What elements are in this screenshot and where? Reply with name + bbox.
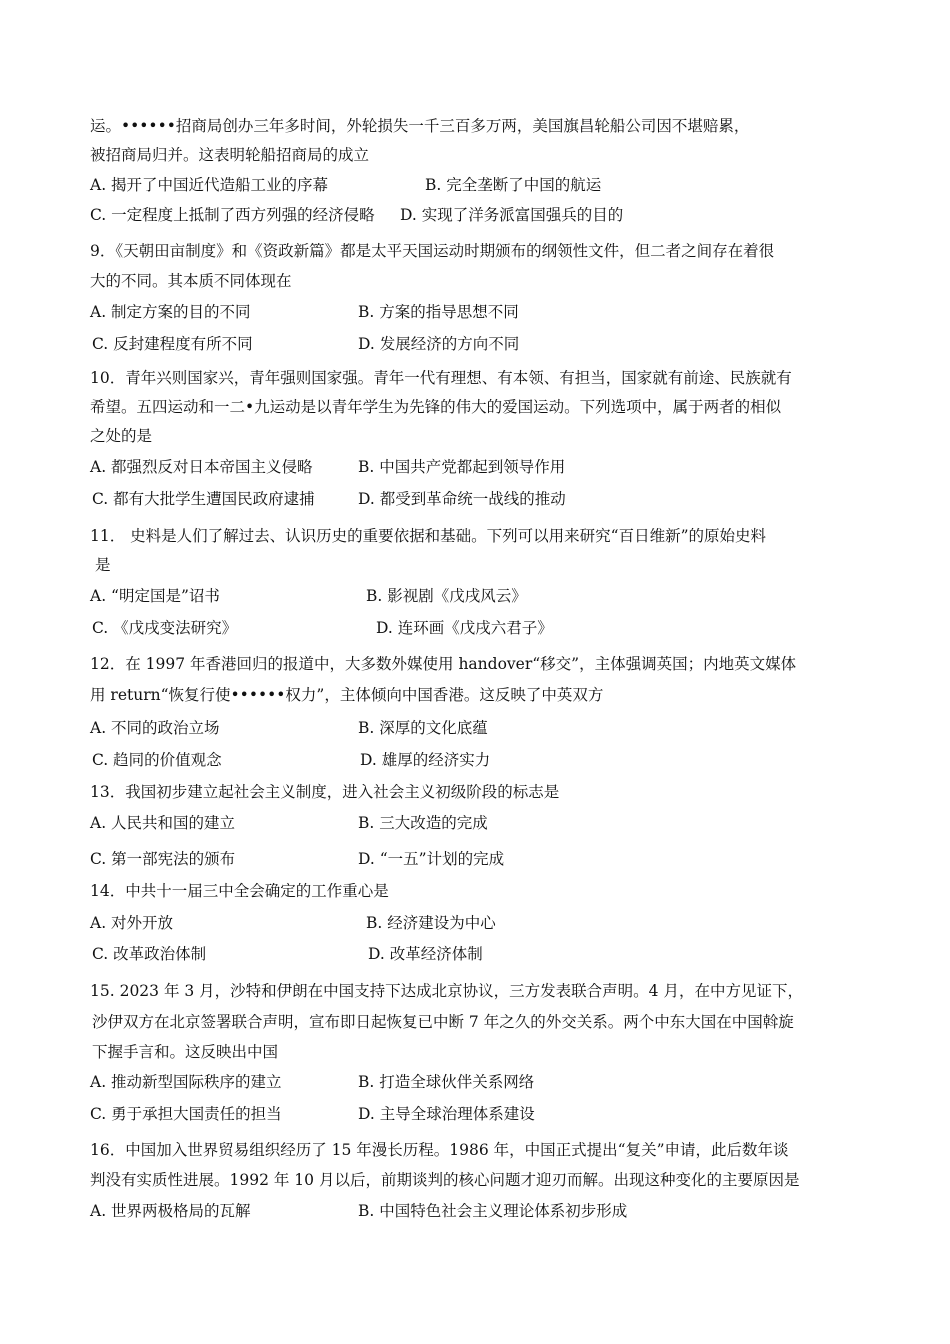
question-11-stem-line-2: 是 — [95, 556, 111, 574]
question-15-option-b: B. 打造全球伙伴关系网络 — [358, 1073, 535, 1091]
question-9-option-d: D. 发展经济的方向不同 — [358, 335, 520, 353]
question-8-option-a: A. 揭开了中国近代造船工业的序幕 — [90, 176, 329, 194]
question-14-option-c: C. 改革政治体制 — [92, 945, 207, 963]
question-14-option-d: D. 改革经济体制 — [368, 945, 483, 963]
question-13-option-d: D. “一五”计划的完成 — [358, 850, 505, 868]
question-9-stem-line-2: 大的不同。其本质不同体现在 — [90, 272, 292, 290]
question-15-option-d: D. 主导全球治理体系建设 — [358, 1105, 535, 1123]
question-12-option-a: A. 不同的政治立场 — [90, 719, 220, 737]
question-10-option-a: A. 都强烈反对日本帝国主义侵略 — [90, 458, 313, 476]
question-10-stem-line-3: 之处的是 — [90, 427, 153, 445]
question-11-option-b: B. 影视剧《戊戌风云》 — [366, 587, 527, 605]
question-16-option-b: B. 中国特色社会主义理论体系初步形成 — [358, 1202, 628, 1220]
question-8-option-c: C. 一定程度上抵制了西方列强的经济侵略 — [90, 206, 375, 224]
question-13-option-a: A. 人民共和国的建立 — [90, 814, 236, 832]
question-9-option-a: A. 制定方案的目的不同 — [90, 303, 251, 321]
question-11-option-d: D. 连环画《戊戌六君子》 — [376, 619, 553, 637]
question-10-stem-line-1: 10．青年兴则国家兴，青年强则国家强。青年一代有理想、有本领、有担当，国家就有前途、民族就有 — [90, 369, 792, 387]
question-15-stem-line-2: 沙伊双方在北京签署联合声明，宣布即日起恢复已中断 7 年之久的外交关系。两个中东大国在中国斡旋 — [92, 1013, 794, 1031]
question-15-option-c: C. 勇于承担大国责任的担当 — [90, 1105, 282, 1123]
question-9-stem-line-1: 9．《天朝田亩制度》和《资政新篇》都是太平天国运动时期颁布的纲领性文件，但二者之间存在着很 — [90, 242, 775, 260]
question-13-option-b: B. 三大改造的完成 — [358, 814, 488, 832]
question-15-stem-line-3: 下握手言和。这反映出中国 — [92, 1043, 279, 1061]
question-9-option-c: C. 反封建程度有所不同 — [92, 335, 253, 353]
question-14-option-b: B. 经济建设为中心 — [366, 914, 496, 932]
question-12-option-c: C. 趋同的价值观念 — [92, 751, 222, 769]
question-16-stem-line-1: 16．中国加入世界贸易组织经历了 15 年漫长历程。1986 年，中国正式提出“复关”申请，此后数年谈 — [90, 1141, 789, 1159]
question-15-option-a: A. 推动新型国际秩序的建立 — [90, 1073, 282, 1091]
question-12-option-b: B. 深厚的文化底蕴 — [358, 719, 488, 737]
question-8-option-b: B. 完全垄断了中国的航运 — [425, 176, 602, 194]
question-9-option-b: B. 方案的指导思想不同 — [358, 303, 519, 321]
question-15-stem-line-1: 15. 2023 年 3 月，沙特和伊朗在中国支持下达成北京协议，三方发表联合声明。4 月，在中方见证下， — [90, 982, 803, 1000]
question-10-stem-line-2: 希望。五四运动和一二•九运动是以青年学生为先锋的伟大的爱国运动。下列选项中，属于两者的相似 — [90, 398, 782, 416]
question-11-stem-line-1: 11． 史料是人们了解过去、认识历史的重要依据和基础。下列可以用来研究“百日维新”的原始史料 — [90, 527, 767, 545]
question-14-stem-line-1: 14．中共十一届三中全会确定的工作重心是 — [90, 882, 389, 900]
question-16-option-a: A. 世界两极格局的瓦解 — [90, 1202, 251, 1220]
question-12-stem-line-2: 用 return“恢复行使••••••权力”，主体倾向中国香港。这反映了中英双方 — [90, 686, 604, 704]
question-16-stem-line-2: 判没有实质性进展。1992 年 10 月以后，前期谈判的核心问题才迎刃而解。出现这种变化的主要原因是 — [90, 1171, 800, 1189]
question-8-option-d: D. 实现了洋务派富国强兵的目的 — [400, 206, 624, 224]
question-10-option-b: B. 中国共产党都起到领导作用 — [358, 458, 566, 476]
question-12-stem-line-1: 12．在 1997 年香港回归的报道中，大多数外媒使用 handover“移交”，主体强调英国；内地英文媒体 — [90, 655, 797, 673]
question-11-option-c: C. 《戊戌变法研究》 — [92, 619, 238, 637]
question-12-option-d: D. 雄厚的经济实力 — [360, 751, 491, 769]
question-11-option-a: A. “明定国是”诏书 — [90, 587, 220, 605]
question-14-option-a: A. 对外开放 — [90, 914, 174, 932]
question-13-option-c: C. 第一部宪法的颁布 — [90, 850, 236, 868]
question-10-option-c: C. 都有大批学生遭国民政府逮捕 — [92, 490, 315, 508]
question-8-stem-line-1: 运。••••••招商局创办三年多时间，外轮损失一千三百多万两，美国旗昌轮船公司因不堪赔累， — [90, 117, 750, 135]
question-13-stem-line-1: 13．我国初步建立起社会主义制度，进入社会主义初级阶段的标志是 — [90, 783, 560, 801]
question-8-stem-line-2: 被招商局归并。这表明轮船招商局的成立 — [90, 146, 370, 164]
question-10-option-d: D. 都受到革命统一战线的推动 — [358, 490, 566, 508]
